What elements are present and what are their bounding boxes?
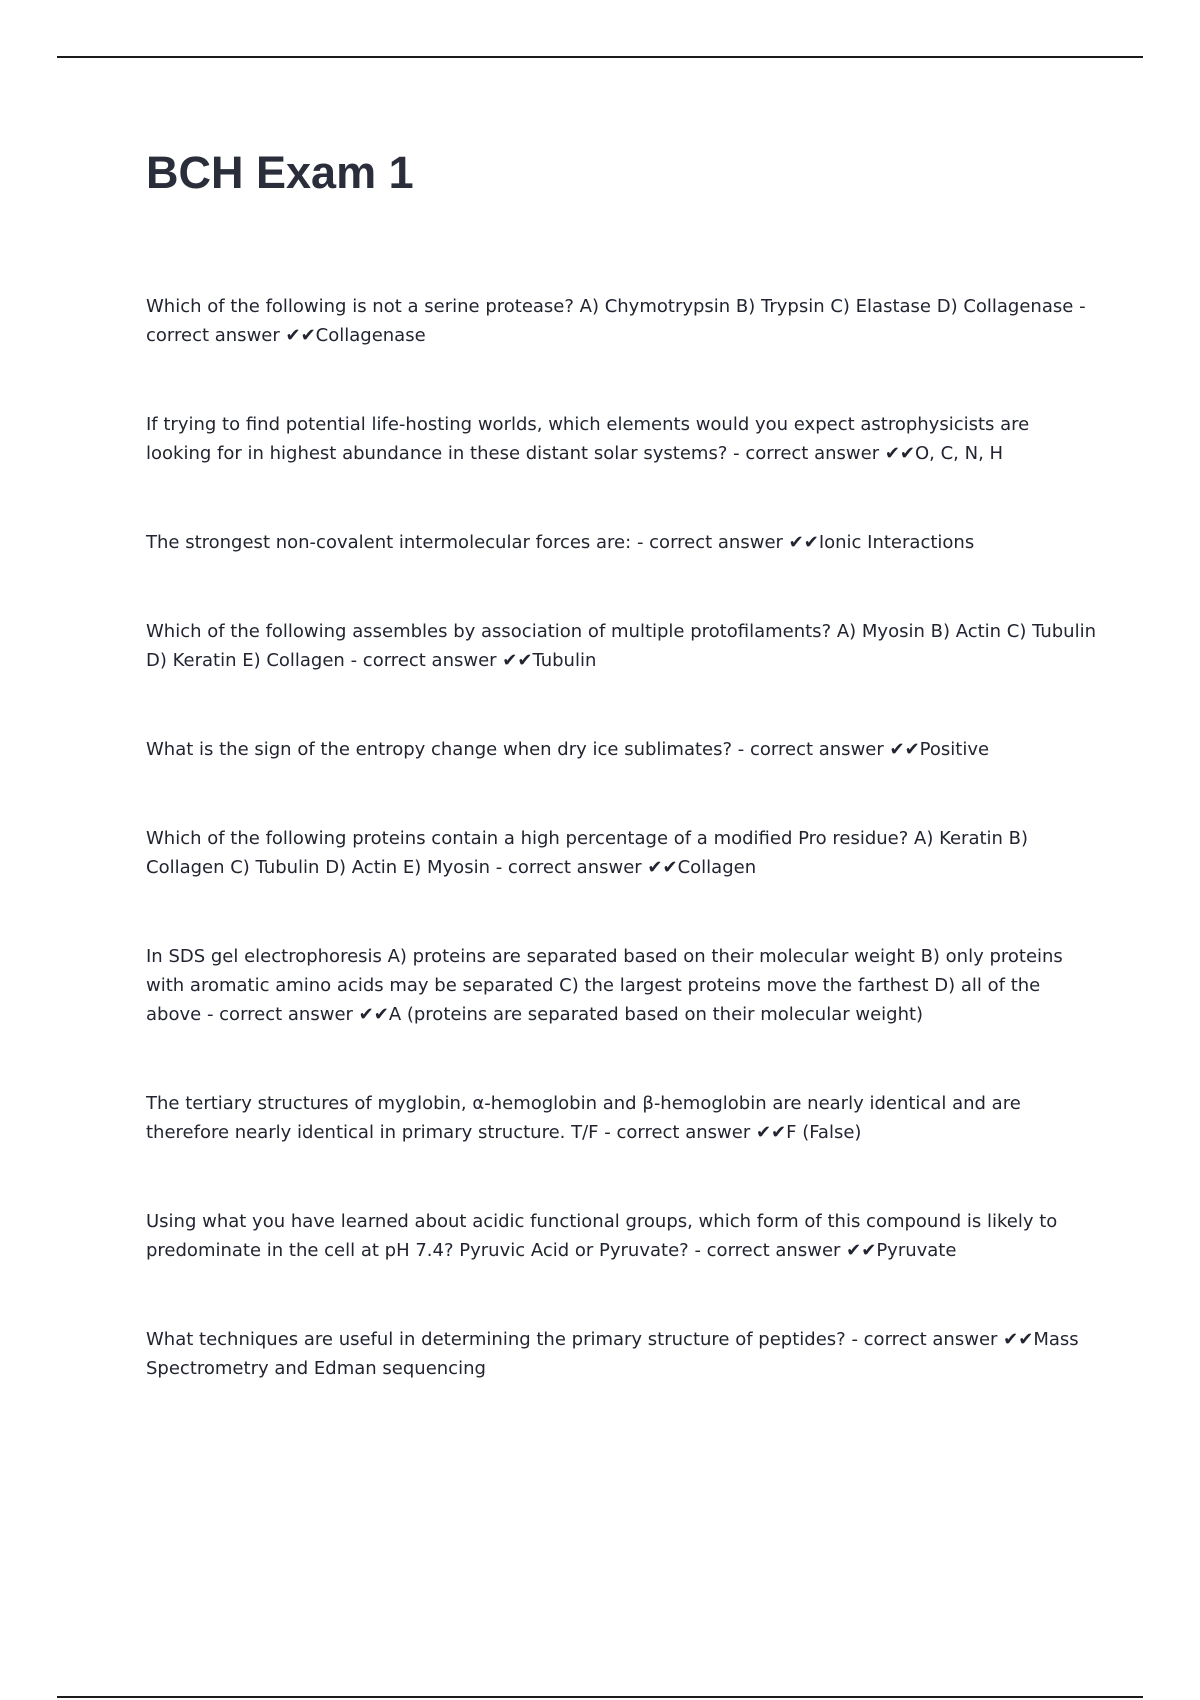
question-text: What techniques are useful in determining the primary structure of peptides? xyxy=(146,1329,846,1350)
qa-item xyxy=(146,1089,1096,1147)
answer-text: F (False) xyxy=(786,1122,862,1143)
answer-marker: - correct answer ✔✔ xyxy=(495,857,678,878)
answer-text: Tubulin xyxy=(532,650,597,671)
question-text: Using what you have learned about acidic functional groups, which form of this compound is likely to predominate in the cell at pH 7.4? Pyruvic Acid or Pyruvate? xyxy=(146,1211,1058,1261)
answer-text: Collagen xyxy=(677,857,757,878)
qa-item xyxy=(146,735,1096,764)
question-text: The strongest non-covalent intermolecular forces are: xyxy=(146,532,632,553)
answer-marker: - correct answer ✔✔ xyxy=(694,1240,877,1261)
bottom-rule xyxy=(57,1696,1143,1698)
question-text: Which of the following proteins contain a high percentage of a modified Pro residue? A) Keratin B) Collagen C) Tubulin D) Actin E) Myosin xyxy=(146,828,1029,878)
question-text: The tertiary structures of myglobin, α-hemoglobin and β-hemoglobin are nearly identical and are therefore nearly identical in primary structure. T/F xyxy=(146,1093,1021,1143)
answer-marker: - correct answer ✔✔ xyxy=(851,1329,1034,1350)
answer-text: Mass Spectrometry and Edman sequencing xyxy=(146,1329,1079,1379)
question-text: Which of the following assembles by association of multiple protofilaments? A) Myosin B) Actin C) Tubulin D) Keratin E) Collagen xyxy=(146,621,1097,671)
qa-item xyxy=(146,617,1096,675)
answer-text: Positive xyxy=(919,739,990,760)
qa-list xyxy=(146,292,1096,1443)
question-text: In SDS gel electrophoresis A) proteins are separated based on their molecular weight B) only proteins with aromatic amino acids may be separated C) the largest proteins move the farthest D) all of the above xyxy=(146,946,1063,1025)
answer-text: Collagenase xyxy=(315,325,426,346)
answer-marker: - correct answer ✔✔ xyxy=(737,739,920,760)
top-rule xyxy=(57,56,1143,58)
answer-text: Ionic Interactions xyxy=(818,532,975,553)
answer-text: O, C, N, H xyxy=(915,443,1004,464)
answer-text: Pyruvate xyxy=(876,1240,957,1261)
qa-item xyxy=(146,1325,1096,1383)
answer-marker: - correct answer ✔✔ xyxy=(146,296,1086,346)
qa-item xyxy=(146,410,1096,468)
qa-item xyxy=(146,528,1096,557)
question-text: If trying to find potential life-hosting worlds, which elements would you expect astrophysicists are looking for in highest abundance in these distant solar systems? xyxy=(146,414,1030,464)
answer-marker: - correct answer ✔✔ xyxy=(350,650,533,671)
qa-item xyxy=(146,1207,1096,1265)
answer-marker: - correct answer ✔✔ xyxy=(604,1122,787,1143)
qa-item xyxy=(146,824,1096,882)
answer-marker: - correct answer ✔✔ xyxy=(206,1004,389,1025)
answer-text: A (proteins are separated based on their molecular weight) xyxy=(388,1004,924,1025)
qa-item xyxy=(146,292,1096,350)
question-text: Which of the following is not a serine protease? A) Chymotrypsin B) Trypsin C) Elastase D) Collagenase xyxy=(146,296,1074,317)
question-text: What is the sign of the entropy change when dry ice sublimates? xyxy=(146,739,733,760)
answer-marker: - correct answer ✔✔ xyxy=(636,532,819,553)
qa-item xyxy=(146,942,1096,1029)
answer-marker: - correct answer ✔✔ xyxy=(733,443,915,464)
page-title: BCH Exam 1 xyxy=(146,147,414,198)
